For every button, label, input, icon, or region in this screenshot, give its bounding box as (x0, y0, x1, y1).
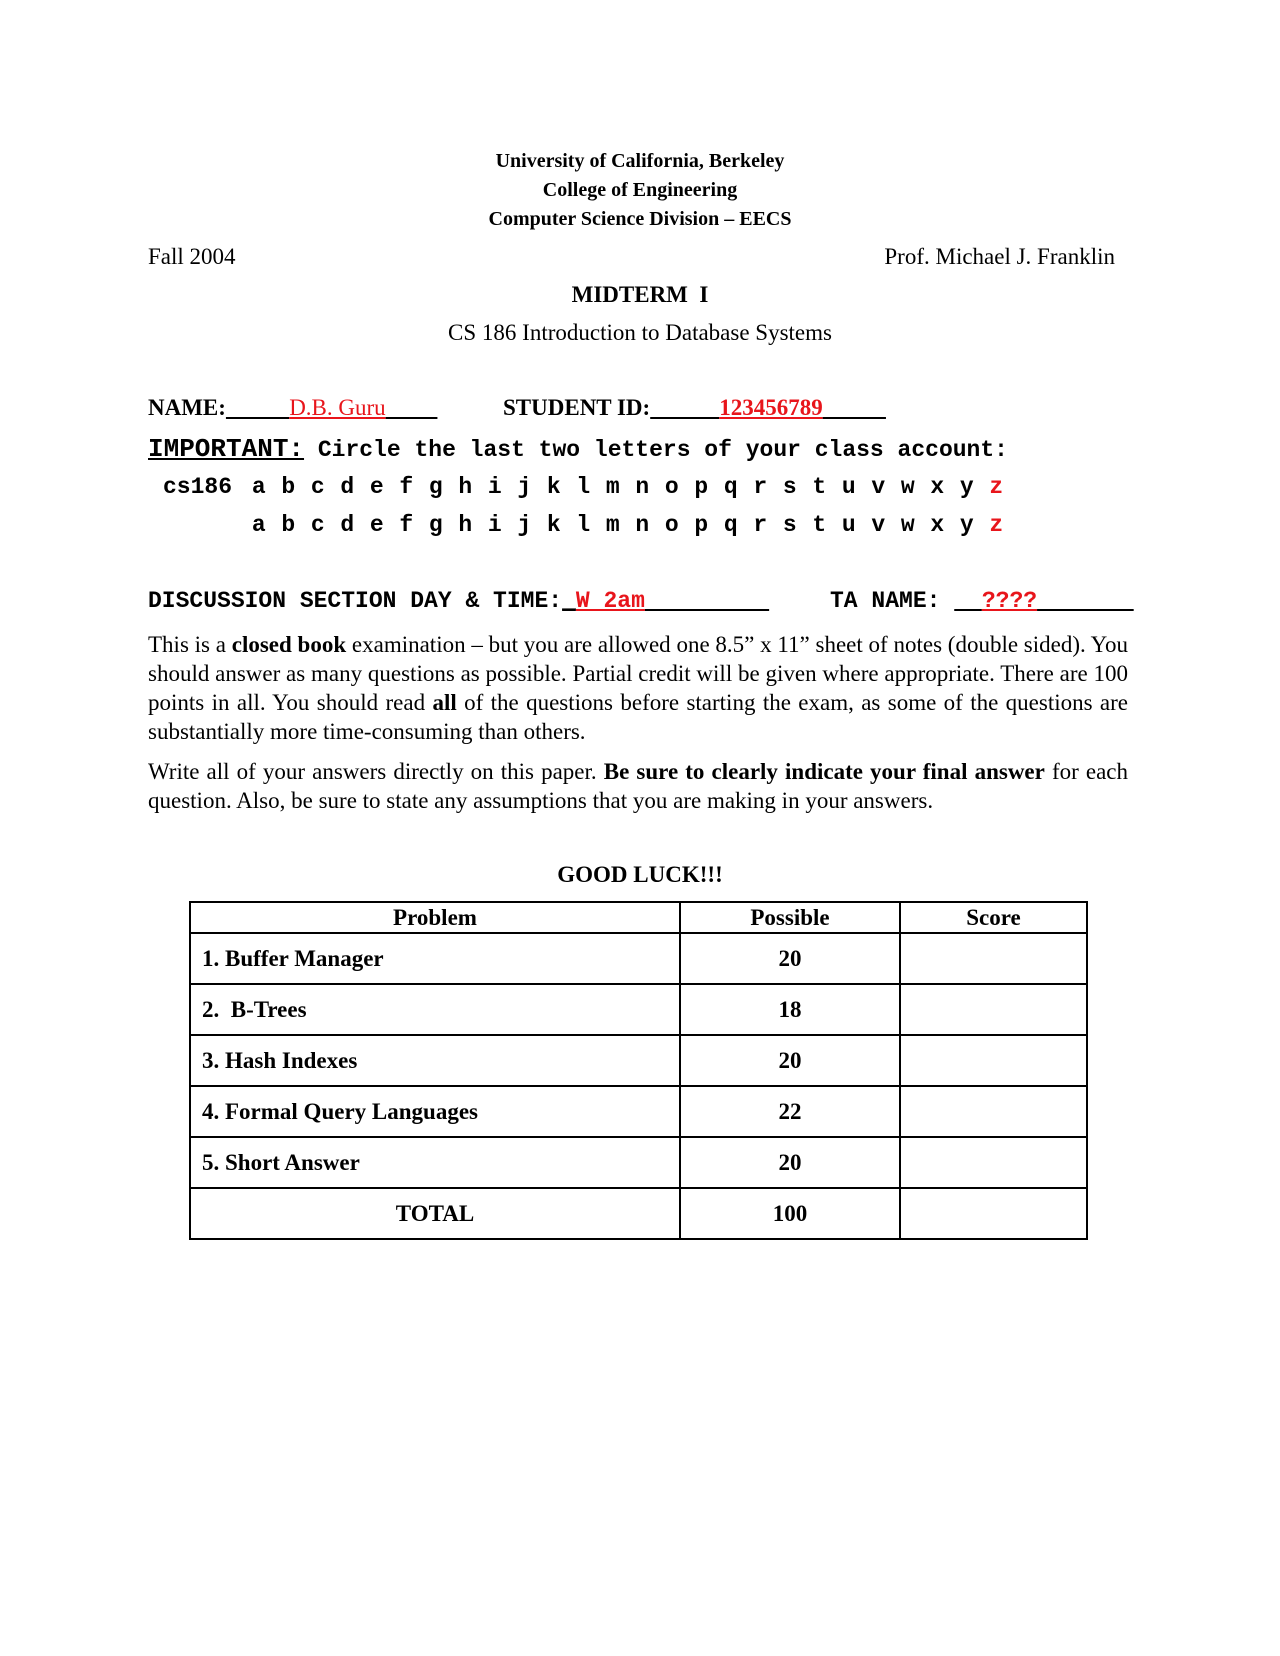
discussion-label: DISCUSSION SECTION DAY & TIME: (148, 588, 563, 614)
header-problem: Problem (190, 902, 680, 933)
letter-option[interactable]: p (694, 474, 709, 500)
college-name: College of Engineering (542, 179, 738, 201)
letter-option[interactable]: p (694, 512, 709, 538)
problem-cell: 4. Formal Query Languages (190, 1086, 680, 1137)
p2-final-answer: Be sure to clearly indicate your final answer (603, 759, 1045, 784)
p1-text-a: This is a (148, 632, 232, 657)
letter-option[interactable]: a (251, 474, 266, 500)
student-id-label: STUDENT ID: (503, 395, 651, 420)
student-id-line (503, 395, 886, 421)
letter-option[interactable]: c (310, 474, 325, 500)
letter-option[interactable]: l (576, 474, 591, 500)
possible-cell: 18 (680, 984, 900, 1035)
possible-cell: 20 (680, 1137, 900, 1188)
letter-option[interactable]: l (576, 512, 591, 538)
letter-option[interactable]: x (930, 512, 945, 538)
letter-option[interactable]: m (605, 474, 620, 500)
letter-option[interactable]: z (989, 512, 1004, 538)
problem-cell: 2. B-Trees (190, 984, 680, 1035)
total-label: TOTAL (190, 1188, 680, 1239)
name-label: NAME: (148, 395, 226, 420)
ta-line (830, 588, 1134, 614)
student-id-value[interactable]: 123456789 (719, 395, 823, 420)
letter-option[interactable]: n (635, 512, 650, 538)
possible-cell: 22 (680, 1086, 900, 1137)
header-score: Score (900, 902, 1087, 933)
important-line (148, 434, 1008, 464)
letter-option[interactable]: w (900, 474, 915, 500)
letter-option[interactable]: g (428, 474, 443, 500)
account-instruction: Circle the last two letters of your class account: (317, 437, 1008, 463)
letter-option[interactable]: c (310, 512, 325, 538)
letter-option[interactable]: o (664, 474, 679, 500)
letter-option[interactable]: b (281, 474, 296, 500)
letter-option[interactable]: i (487, 474, 502, 500)
total-row (190, 1188, 1087, 1239)
letter-option[interactable]: r (753, 512, 768, 538)
letter-option[interactable]: f (399, 474, 414, 500)
letter-option[interactable]: k (546, 474, 561, 500)
professor: Prof. Michael J. Franklin (884, 244, 1115, 269)
letter-row-1 (244, 474, 1011, 500)
total-score[interactable] (900, 1188, 1087, 1239)
letter-option[interactable]: b (281, 512, 296, 538)
score-cell[interactable] (900, 1137, 1087, 1188)
term: Fall 2004 (148, 244, 236, 269)
p1-all: all (432, 690, 457, 715)
instructions-paragraph-1 (148, 630, 1128, 746)
discussion-value[interactable]: W 2am (575, 588, 645, 614)
letter-option[interactable]: y (959, 474, 974, 500)
table-row (190, 1086, 1087, 1137)
letter-option[interactable]: d (340, 512, 355, 538)
letter-option[interactable]: v (871, 474, 886, 500)
letter-option[interactable]: i (487, 512, 502, 538)
p1-closed-book: closed book (231, 632, 347, 657)
exam-title: MIDTERM I (571, 282, 709, 307)
letter-option[interactable]: m (605, 512, 620, 538)
letter-option[interactable]: s (782, 474, 797, 500)
letter-option[interactable]: j (517, 474, 532, 500)
problem-cell: 1. Buffer Manager (190, 933, 680, 984)
letter-option[interactable]: g (428, 512, 443, 538)
p2-text-c: for each question. Also, be sure to state any assumptions that you are making in your answers. (148, 759, 1128, 813)
table-row (190, 1035, 1087, 1086)
score-cell[interactable] (900, 1035, 1087, 1086)
letter-option[interactable]: a (251, 512, 266, 538)
letter-row-2 (244, 512, 1011, 538)
table-row (190, 933, 1087, 984)
score-cell[interactable] (900, 984, 1087, 1035)
name-line (148, 395, 437, 421)
letter-option[interactable]: f (399, 512, 414, 538)
letter-option[interactable]: h (458, 512, 473, 538)
possible-cell: 20 (680, 933, 900, 984)
letter-option[interactable]: z (989, 474, 1004, 500)
letter-option[interactable]: s (782, 512, 797, 538)
ta-value[interactable]: ???? (981, 588, 1038, 614)
letter-option[interactable]: n (635, 474, 650, 500)
problem-cell: 3. Hash Indexes (190, 1035, 680, 1086)
letter-option[interactable]: k (546, 512, 561, 538)
score-table (189, 901, 1088, 1240)
important-label: IMPORTANT: (148, 434, 305, 464)
discussion-line: DISCUSSION SECTION DAY & TIME:_W 2am (148, 588, 645, 614)
letter-option[interactable]: j (517, 512, 532, 538)
problem-cell: 5. Short Answer (190, 1137, 680, 1188)
table-row (190, 1137, 1087, 1188)
letter-option[interactable]: q (723, 474, 738, 500)
table-row (190, 984, 1087, 1035)
letter-option[interactable]: u (841, 474, 856, 500)
possible-cell: 20 (680, 1035, 900, 1086)
letter-option[interactable]: e (369, 474, 384, 500)
letter-option[interactable]: e (369, 512, 384, 538)
account-prefix: cs186 (163, 474, 233, 500)
p2-text-a: Write all of your answers directly on this paper. (148, 759, 604, 784)
letter-option[interactable]: h (458, 474, 473, 500)
score-cell[interactable] (900, 1086, 1087, 1137)
letter-option[interactable]: w (900, 512, 915, 538)
letter-option[interactable]: t (812, 474, 827, 500)
letter-option[interactable]: x (930, 474, 945, 500)
letter-option[interactable]: t (812, 512, 827, 538)
ta-label: TA NAME: (830, 588, 941, 614)
course-title: CS 186 Introduction to Database Systems (448, 320, 832, 345)
p1-text-c: examination – but you are allowed one 8.5” x 11” sheet of notes (double sided). You should answer as many questions as possible. Partial credit will be given where appropriate. There are 100 points in all. You should read (148, 632, 1128, 715)
letter-option[interactable]: o (664, 512, 679, 538)
name-value[interactable]: D.B. Guru (289, 395, 386, 420)
letter-option[interactable]: d (340, 474, 355, 500)
division-name: Computer Science Division – EECS (488, 208, 792, 230)
letter-option[interactable]: q (723, 512, 738, 538)
header-possible: Possible (680, 902, 900, 933)
score-cell[interactable] (900, 933, 1087, 984)
letter-option[interactable]: y (959, 512, 974, 538)
total-possible: 100 (680, 1188, 900, 1239)
instructions-paragraph-2 (148, 757, 1128, 815)
p1-text-e: of the questions before starting the exam, as some of the questions are substantially more time-consuming than others. (148, 690, 1128, 744)
letter-option[interactable]: v (871, 512, 886, 538)
letter-option[interactable]: u (841, 512, 856, 538)
letter-option[interactable]: r (753, 474, 768, 500)
university-name: University of California, Berkeley (495, 150, 785, 172)
good-luck: GOOD LUCK!!! (557, 862, 723, 887)
